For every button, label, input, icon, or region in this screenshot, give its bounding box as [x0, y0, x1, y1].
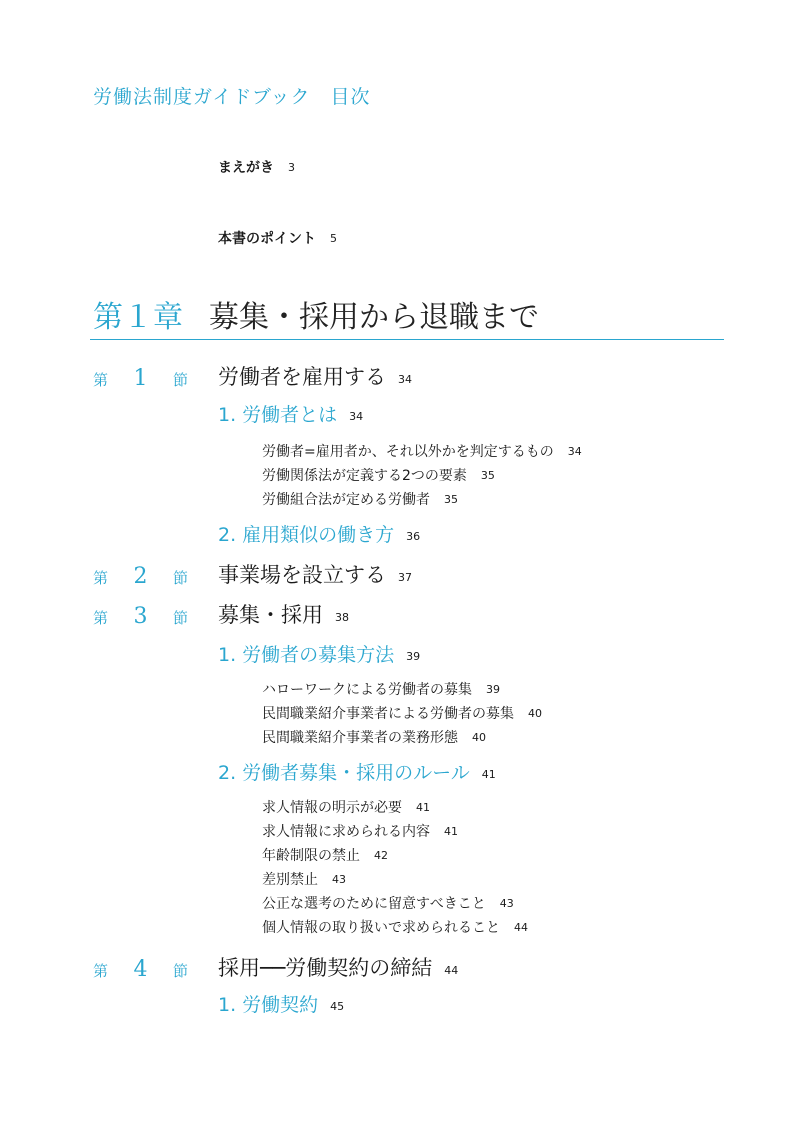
- toc-front-item[interactable]: [218, 161, 295, 175]
- toc-item[interactable]: 個人情報の取り扱いで求められること 44: [262, 920, 528, 936]
- section-label: 第 3 節: [93, 604, 189, 629]
- page-number: 36: [406, 530, 421, 543]
- page-number: 3: [288, 161, 295, 174]
- section-label: 第 4 節: [93, 957, 189, 982]
- toc-item-title: 本書のポイント: [218, 231, 316, 247]
- toc-item[interactable]: 公正な選考のために留意すべきこと 43: [262, 896, 514, 912]
- page-number: 39: [406, 650, 421, 663]
- toc-item[interactable]: ハローワークによる労働者の募集 39: [262, 682, 500, 698]
- chapter-title: 募集・採用から退職まで: [209, 300, 539, 335]
- section-title[interactable]: 事業場を設立する 37: [218, 563, 412, 587]
- subsection-title[interactable]: 1. 労働者の募集方法 39: [218, 644, 421, 666]
- page-number: 35: [480, 469, 495, 482]
- toc-item[interactable]: 民間職業紹介事業者の業務形態 40: [262, 730, 486, 746]
- toc-front-item[interactable]: [218, 232, 337, 246]
- section-label: 第 1 節: [93, 366, 189, 391]
- page-number: 41: [444, 825, 458, 838]
- toc-item[interactable]: 民間職業紹介事業者による労働者の募集 40: [262, 706, 542, 722]
- chapter-number: 第１章: [93, 300, 183, 335]
- page-number: 34: [567, 445, 582, 458]
- page-number: 39: [486, 683, 500, 696]
- chapter-divider: [90, 339, 724, 340]
- section-label: 第 2 節: [93, 564, 189, 589]
- page-number: 41: [416, 801, 430, 814]
- toc-item[interactable]: 求人情報の明示が必要 41: [262, 800, 430, 816]
- page-number: 38: [335, 611, 349, 624]
- section-title[interactable]: 採用──労働契約の締結 44: [218, 956, 459, 980]
- page-number: 44: [514, 921, 528, 934]
- page-number: 35: [444, 493, 458, 506]
- section-title[interactable]: 労働者を雇用する 34: [218, 365, 412, 389]
- toc-item-title: まえがき: [218, 160, 274, 176]
- page-number: 44: [444, 964, 459, 977]
- section-title[interactable]: 募集・採用 38: [218, 603, 349, 627]
- toc-item[interactable]: 差別禁止 43: [262, 872, 346, 888]
- subsection-title[interactable]: 1. 労働者とは 34: [218, 404, 364, 426]
- page-number: 40: [472, 731, 486, 744]
- page-number: 42: [374, 849, 388, 862]
- toc-item[interactable]: 労働者=雇用者か、それ以外かを判定するもの 34: [262, 444, 582, 460]
- page-number: 34: [349, 410, 364, 423]
- page-number: 40: [528, 707, 542, 720]
- toc-item[interactable]: 労働関係法が定義する2つの要素 35: [262, 468, 495, 484]
- page-number: 37: [398, 571, 412, 584]
- page-number: 34: [398, 373, 412, 386]
- toc-item[interactable]: 求人情報に求められる内容 41: [262, 824, 458, 840]
- page-number: 45: [330, 1000, 345, 1013]
- subsection-title[interactable]: 1. 労働契約 45: [218, 994, 345, 1016]
- page-title: 労働法制度ガイドブック 目次: [93, 86, 371, 108]
- subsection-title[interactable]: 2. 雇用類似の働き方 36: [218, 524, 421, 546]
- subsection-title[interactable]: 2. 労働者募集・採用のルール 41: [218, 762, 496, 784]
- page-number: 43: [332, 873, 346, 886]
- toc-item[interactable]: 労働組合法が定める労働者 35: [262, 492, 458, 508]
- page-number: 41: [481, 768, 496, 781]
- page-number: 43: [499, 897, 514, 910]
- chapter-heading: [93, 300, 539, 335]
- page-number: 5: [330, 232, 337, 245]
- toc-item[interactable]: 年齢制限の禁止 42: [262, 848, 388, 864]
